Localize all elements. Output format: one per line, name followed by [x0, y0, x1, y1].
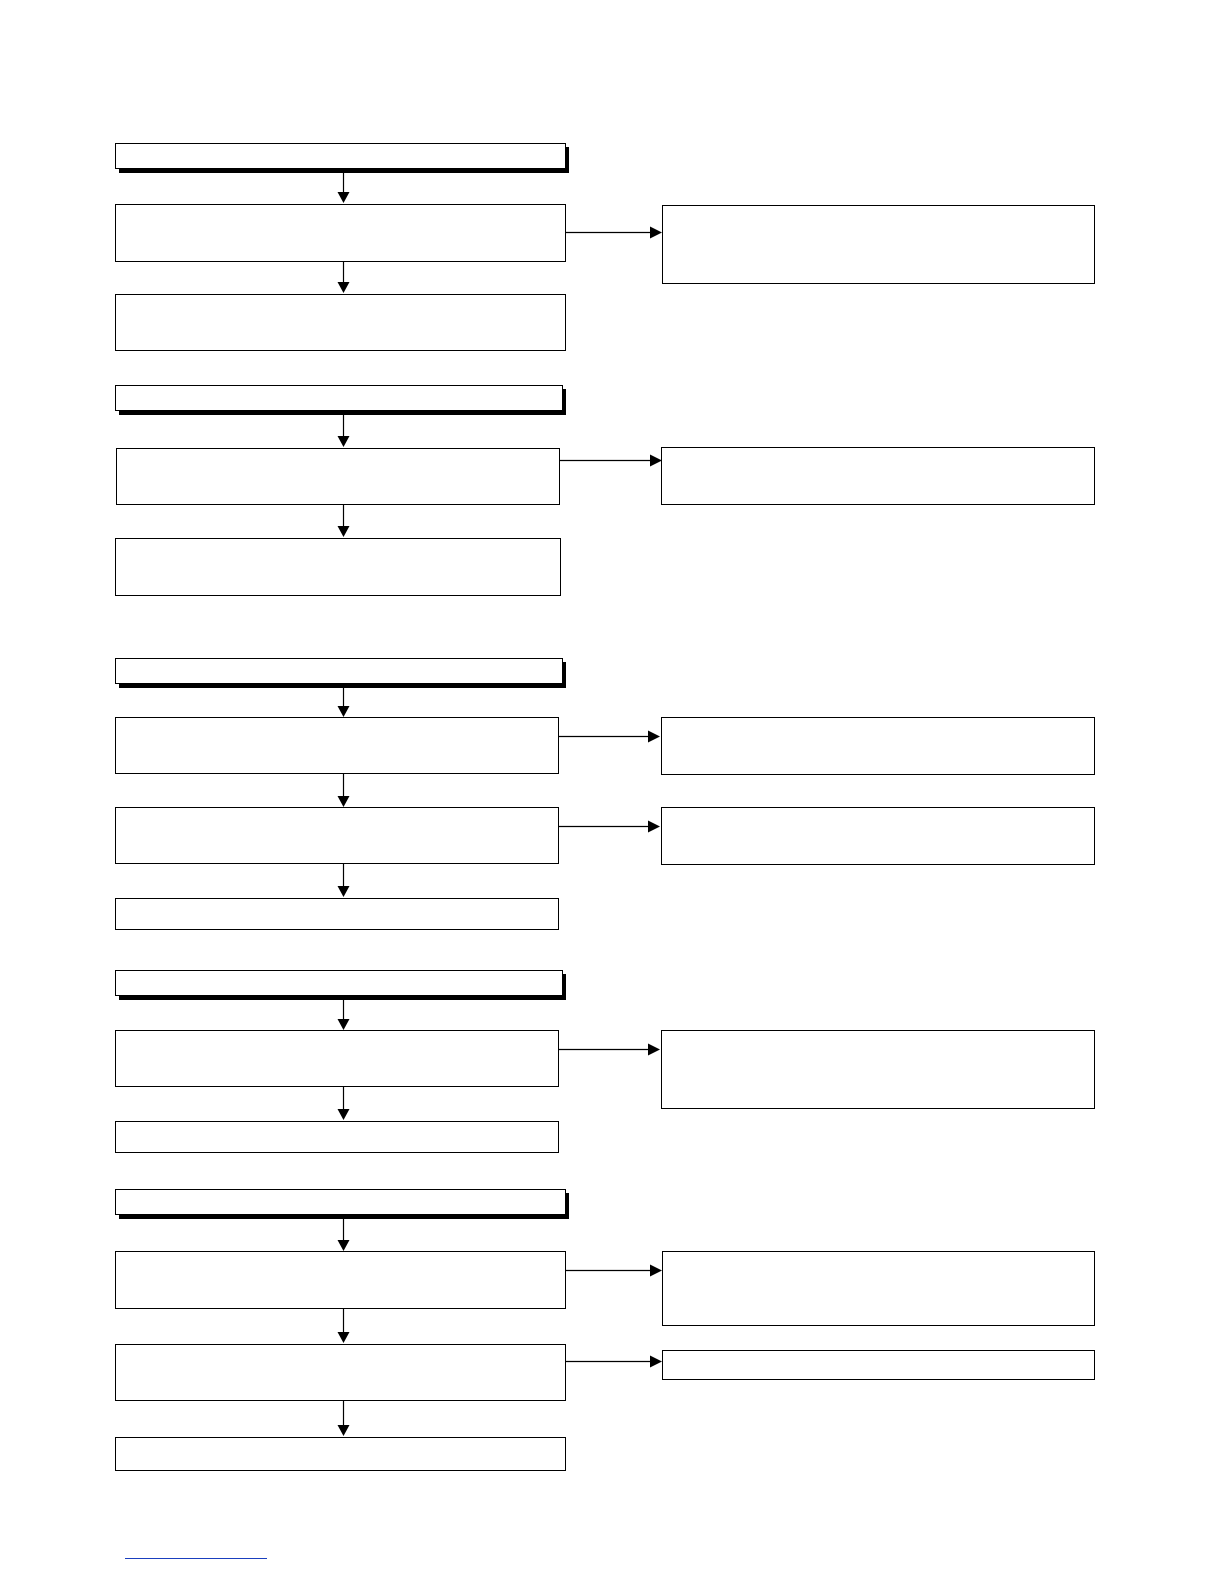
- arrow-down-icon: [338, 1109, 350, 1120]
- section-4: [116, 971, 1095, 1153]
- arrow-down-icon: [338, 192, 350, 203]
- arrow-down-icon: [338, 1240, 350, 1251]
- arrow-right-icon: [648, 821, 660, 833]
- section-3-step-3: [116, 899, 559, 930]
- section-2-header: [116, 386, 563, 411]
- section-2-step-1-side: [662, 448, 1095, 505]
- arrow-right-icon: [650, 455, 662, 467]
- arrow-down-icon: [338, 886, 350, 897]
- section-3-step-2: [116, 808, 559, 864]
- section-5: [116, 1190, 1095, 1471]
- section-3-header: [116, 659, 563, 684]
- section-1-header: [116, 144, 566, 169]
- arrow-right-icon: [650, 1265, 662, 1277]
- arrow-down-icon: [338, 1425, 350, 1436]
- section-5-step-2: [116, 1345, 566, 1401]
- section-2-step-1: [117, 449, 560, 505]
- section-1-step-1-side: [663, 206, 1095, 284]
- section-4-step-1-side: [662, 1031, 1095, 1109]
- section-5-step-3: [116, 1438, 566, 1471]
- arrow-right-icon: [650, 1356, 662, 1368]
- section-1: [116, 144, 1095, 351]
- arrow-right-icon: [648, 1044, 660, 1056]
- arrow-down-icon: [338, 1019, 350, 1030]
- arrow-down-icon: [338, 796, 350, 807]
- section-5-step-1: [116, 1252, 566, 1309]
- arrow-right-icon: [650, 227, 662, 239]
- arrow-right-icon: [648, 731, 660, 743]
- section-3-step-1-side: [662, 718, 1095, 775]
- section-3: [116, 659, 1095, 930]
- section-3-step-1: [116, 718, 559, 774]
- arrow-down-icon: [338, 282, 350, 293]
- section-4-header: [116, 971, 563, 996]
- arrow-down-icon: [338, 436, 350, 447]
- section-5-step-1-side: [663, 1252, 1095, 1326]
- section-3-step-2-side: [662, 808, 1095, 865]
- section-4-step-1: [116, 1031, 559, 1087]
- section-5-step-2-side: [663, 1351, 1095, 1380]
- arrow-down-icon: [338, 526, 350, 537]
- arrow-down-icon: [338, 1332, 350, 1343]
- section-5-header: [116, 1190, 566, 1215]
- section-1-step-2: [116, 295, 566, 351]
- section-2: [116, 386, 1095, 596]
- section-1-step-1: [116, 205, 566, 262]
- arrow-down-icon: [338, 706, 350, 717]
- section-4-step-2: [116, 1122, 559, 1153]
- section-2-step-2: [116, 539, 561, 596]
